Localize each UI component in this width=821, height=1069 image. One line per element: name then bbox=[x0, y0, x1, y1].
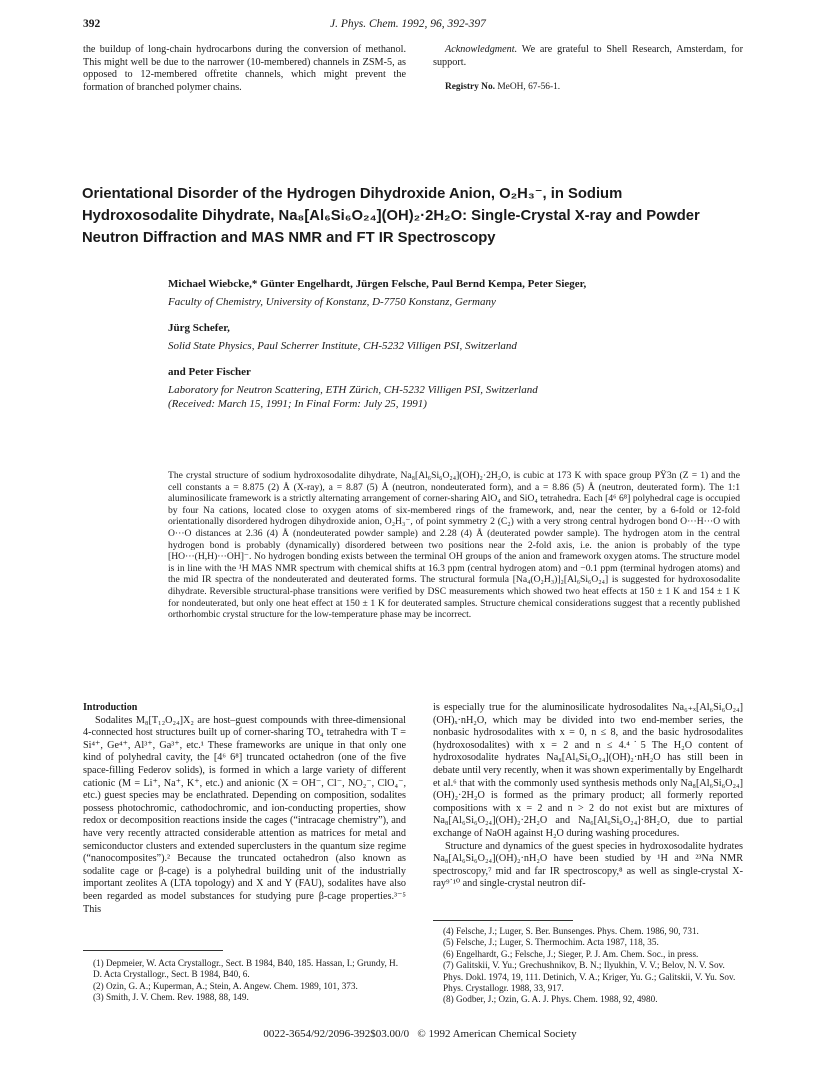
affiliation-1: Faculty of Chemistry, University of Konstanz, D-7750 Konstanz, Germany bbox=[168, 296, 496, 308]
received-dates: (Received: March 15, 1991; In Final Form: July 25, 1991) bbox=[168, 398, 427, 410]
registry-text: MeOH, 67-56-1. bbox=[497, 82, 561, 93]
footnote-3: (3) Smith, J. V. Chem. Rev. 1988, 88, 149. bbox=[93, 992, 249, 1003]
intro-paragraph-continued: is especially true for the aluminosilicate hydrosodalites Na₆₊ₓ[Al₆Si₆O₂₄](OH)ₓ·nH₂O, which may be divided into two end-member series, the nonbasic hydrosodalites with x = 0, n ≤ 8, and the basic hydrosodalites (hydroxosodalites) with x = 2 and n ≤ 4.⁴˙5 The H₂O content of hydroxosodalite hydrates Na₈[Al₆Si₆O₂₄](OH)₂·nH₂O has still been in debate until very recently, when it was shown experimentally by Engelhardt et al.⁶ that with the commonly used synthesis methods only Na₈[Al₆Si₆O₂₄](OH)₂·2H₂O is formed as the primary product; all formerly reported compositions with x = 2 and n > 2 do not exist but are mixtures of Na₈[Al₆Si₆O₂₄](OH)₂·2H₂O and Na₆[Al₆Si₆O₂₄]·8H₂O, due to partial exchange of NaOH against H₂O during washing procedures. bbox=[433, 702, 743, 839]
footnote-7: (7) Galitskii, V. Yu.; Grechushnikov, B. N.; Ilyukhin, V. V.; Belov, N. V. Sov. Phys. Dokl. 1974, 19, 111. Detinich, V. A.; Kriger, Yu. G.; Galitskii, V. Yu. Sov. Phys. Crystallogr. 1988, 33, 917. bbox=[443, 960, 736, 994]
footnote-5: (5) Felsche, J.; Luger, S. Thermochim. Acta 1987, 118, 35. bbox=[443, 937, 659, 948]
footnote-8: (8) Godber, J.; Ozin, G. A. J. Phys. Chem. 1988, 92, 4980. bbox=[443, 994, 658, 1005]
title-line-3: Neutron Diffraction and MAS NMR and FT IR Spectroscopy bbox=[82, 230, 496, 246]
page-number: 392 bbox=[83, 18, 101, 30]
acknowledgment-text: We are grateful to Shell Research, Amsterdam, for support. bbox=[433, 44, 743, 68]
footnote-rule-left bbox=[83, 950, 223, 951]
introduction-heading: Introduction bbox=[83, 702, 138, 713]
acknowledgment-label: Acknowledgment. bbox=[445, 44, 518, 55]
article-title bbox=[82, 183, 742, 249]
footnote-2: (2) Ozin, G. A.; Kuperman, A.; Stein, A. Angew. Chem. 1989, 101, 373. bbox=[93, 980, 358, 991]
acknowledgment bbox=[433, 44, 743, 94]
footnotes-right bbox=[433, 926, 743, 1006]
introduction-right bbox=[433, 702, 743, 891]
title-line-1: Orientational Disorder of the Hydrogen Dihydroxide Anion, O₂H₃⁻, in Sodium bbox=[82, 186, 623, 202]
introduction-left bbox=[83, 702, 406, 916]
page-footer: 0022-3654/92/2096-392$03.00/0 © 1992 American Chemical Society bbox=[263, 1028, 577, 1040]
footnote-4: (4) Felsche, J.; Luger, S. Ber. Bunsenges. Phys. Chem. 1986, 90, 731. bbox=[443, 926, 699, 936]
title-line-2: Hydroxosodalite Dihydrate, Na₈[Al₆Si₆O₂₄](OH)₂·2H₂O: Single-Crystal X-ray and Powder bbox=[82, 208, 700, 224]
carryover-text: the buildup of long-chain hydrocarbons during the conversion of methanol. This might well be due to the narrower (10-membered) channels in ZSM-5, as opposed to 12-membered offretite channels, which might prevent the formation of branched polymer chains. bbox=[83, 44, 406, 93]
author-group-3: and Peter Fischer bbox=[168, 366, 251, 378]
author-group-1: Michael Wiebcke,* Günter Engelhardt, Jürgen Felsche, Paul Bernd Kempa, Peter Sieger, bbox=[168, 278, 587, 290]
intro-paragraph-1: Sodalites M₈[T₁₂O₂₄]X₂ are host–guest compounds with three-dimensional 4-connected host structures built up of corner-sharing TO₄ tetrahedra with T = Si⁴⁺, Ge⁴⁺, Al³⁺, Ga³⁺, etc.¹ These frameworks are unique in that only one kind of polyhedral cavity, the [4⁶ 6⁸] truncated octahedron (one of the five space-filling Federov solids), is formed in which a large variety of different cationic (M = Li⁺, Na⁺, K⁺, etc.) and anionic (X = OH⁻, Cl⁻, NO₂⁻, ClO₄⁻, etc.) guest species may be enclathrated. Depending on composition, sodalites possess photochromic, cathodochromic, and ion-conducting properties, show redox or decomposition reactions inside the cages (“intracage chemistry”), and have very recently attracted considerable attention as matrices for metal and semiconductor clusters and extended superclusters in the quantum size regime (“nanocomposites”).² Because the truncated octahedron (also known as sodalite cage or β-cage) is a polyhedral building unit of the industrially important zeolites A (LTA topology) and X and Y (FAU), sodalites have also been regarded as model substances for studying pure β-cage properties.³⁻⁵ This bbox=[83, 714, 406, 915]
affiliation-2: Solid State Physics, Paul Scherrer Institute, CH-5232 Villigen PSI, Switzerland bbox=[168, 340, 517, 352]
journal-header: J. Phys. Chem. 1992, 96, 392-397 bbox=[330, 18, 486, 30]
registry-label: Registry No. bbox=[445, 82, 495, 93]
footnote-6: (6) Engelhardt, G.; Felsche, J.; Sieger, P. J. Am. Chem. Soc., in press. bbox=[443, 948, 699, 959]
footnote-1: (1) Depmeier, W. Acta Crystallogr., Sect. B 1984, B40, 185. Hassan, I.; Grundy, H. D. Acta Crystallogr., Sect. B 1984, B40, 6. bbox=[93, 958, 398, 980]
affiliation-3: Laboratory for Neutron Scattering, ETH Zürich, CH-5232 Villigen PSI, Switzerland bbox=[168, 384, 538, 396]
author-group-2: Jürg Schefer, bbox=[168, 322, 230, 334]
abstract: The crystal structure of sodium hydroxosodalite dihydrate, Na₈[Al₆Si₆O₂₄](OH)₂·2H₂O, is cubic at 173 K with space group PŸ3n (Z = 1) and the cell constants a = 8.875 (2) Å (X-ray), a = 8.87 (5) Å (neutron, nondeuterated form), and a = 8.86 (5) Å (neutron, deuterated form). The 1:1 aluminosilicate framework is a strictly alternating arrangement of corner-sharing AlO₄ and SiO₄ tetrahedra. Each [4⁶ 6⁸] polyhedral cage is occupied by four Na cations, located close to oxygen atoms of six-membered rings of the framework, and, near the center, by a 6-fold or 12-fold orientationally disordered hydrogen dihydroxide anion, O₂H₃⁻, of point symmetry 2 (C₂) with a very strong central hydrogen bond O···H···O with O···O distances at 2.36 (4) Å (nondeuterated powder sample) and 2.28 (4) Å (deuterated powder sample). The hydrogen atom in the central hydrogen bond is probably (dynamically) disordered between two positions near the 2-fold axis, i.e. the anion is probably of the type [HO···(H,H)···OH]⁻. No hydrogen bonding exists between the terminal OH groups of the anion and framework oxygen atoms. The structure model is in line with the ¹H MAS NMR spectrum with chemical shifts at 16.3 ppm (central hydrogen atom) and −0.1 ppm (terminal hydrogen atoms) and the mid IR spectra of the nondeuterated and deuterated forms. The structural formula [Na₄(O₂H₃)]₂[Al₆Si₆O₂₄] is suggested for hydroxosodalite dihydrate. Reversible structural-phase transitions were verified by DSC measurements which showed two heat effects at 150 ± 1 K and 154 ± 1 K for nondeuterated, but only one heat effect at 150 ± 1 K for deuterated samples. Structure chemical considerations suggest that a recently published orthorhombic crystal structure for the low-temperature phase may be incorrect. bbox=[168, 470, 740, 621]
intro-paragraph-2: Structure and dynamics of the guest species in hydroxosodalite hydrates Na₈[Al₆Si₆O₂₄](OH)₂·nH₂O have been studied by ¹H and ²³Na NMR spectroscopy,⁷ mid and far IR spectroscopy,⁸ as well as single-crystal X-ray⁹˙¹⁰ and single-crystal neutron dif- bbox=[433, 840, 743, 890]
footnote-rule-right bbox=[433, 920, 573, 921]
footnotes-left bbox=[83, 958, 406, 1004]
